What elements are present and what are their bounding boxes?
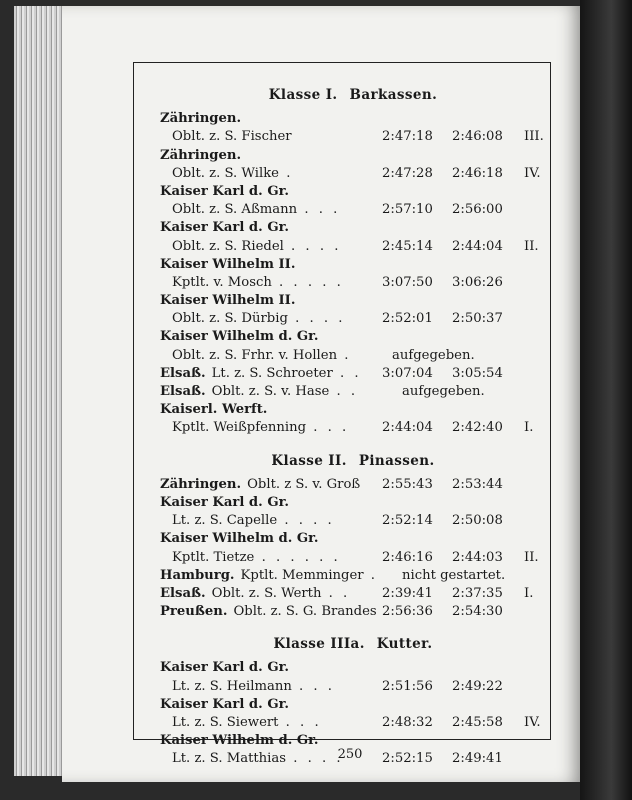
leader-dots: . . .	[297, 202, 341, 218]
leader-dots: . . . .	[277, 513, 335, 529]
ship-name: Zähringen.	[160, 111, 242, 127]
section-boat-type: Kutter.	[376, 636, 433, 653]
corrected-time: 3:05:54	[452, 365, 503, 381]
officer-name: Oblt. z. S. Frhr. v. Hollen	[172, 347, 338, 363]
officer-name: Kptlt. v. Mosch	[172, 274, 272, 290]
result-entry	[160, 401, 546, 437]
ship-name: Elsaß.	[160, 585, 206, 601]
corrected-time: 2:44:04	[452, 238, 503, 254]
entry-officer-line	[160, 549, 546, 567]
leader-dots: . . .	[306, 420, 350, 436]
officer-name: Oblt. z. S. Riedel	[172, 238, 284, 254]
ship-name: Preußen.	[160, 604, 228, 620]
section-klasse: Klasse IIIa.	[273, 636, 365, 653]
result-entry	[160, 494, 546, 530]
leader-dots: . . .	[291, 678, 335, 694]
elapsed-time: 3:07:04	[382, 365, 433, 381]
leader-dots: . .	[321, 585, 351, 601]
section-klasse: Klasse I.	[268, 87, 338, 103]
corrected-time: 2:54:30	[452, 604, 503, 620]
entry-ship-line	[160, 147, 546, 165]
result-entry	[160, 567, 546, 585]
elapsed-time: 2:45:14	[382, 238, 433, 254]
ship-name: Elsaß.	[160, 384, 206, 400]
officer-name: Oblt. z. S. Werth	[211, 585, 322, 601]
ship-name: Zähringen.	[160, 147, 242, 163]
section-gap	[160, 438, 546, 448]
corrected-time: 2:46:18	[452, 165, 503, 181]
ship-name: Kaiser Karl d. Gr.	[160, 660, 289, 676]
result-entry	[160, 603, 546, 621]
entry-officer-line	[160, 714, 546, 732]
leader-dots: . . . . .	[271, 274, 344, 290]
section-heading	[160, 452, 546, 470]
result-entry	[160, 256, 546, 292]
elapsed-time: 3:07:50	[382, 274, 433, 290]
result-entry	[160, 110, 546, 146]
entry-ship-line	[160, 494, 546, 512]
entry-officer-line	[160, 165, 546, 183]
entry-officer-line	[160, 310, 546, 328]
entry-ship-line	[160, 696, 546, 714]
entry-line	[160, 365, 546, 383]
ship-name: Zähringen.	[160, 476, 242, 492]
ship-name: Kaiser Wilhelm II.	[160, 293, 296, 309]
result-entry	[160, 147, 546, 183]
corrected-time: 2:37:35	[452, 585, 503, 601]
corrected-time: 2:50:37	[452, 311, 503, 327]
elapsed-time: 2:47:18	[382, 129, 433, 145]
entry-officer-line	[160, 274, 546, 292]
elapsed-time: 2:47:28	[382, 165, 433, 181]
ship-name: Kaiser Wilhelm d. Gr.	[160, 329, 319, 345]
entry-ship-line	[160, 292, 546, 310]
section-boat-type: Pinassen.	[358, 452, 435, 469]
leader-dots: . .	[332, 365, 362, 381]
result-entry	[160, 530, 546, 566]
entry-line	[160, 383, 546, 401]
status-note: aufgegeben.	[392, 347, 475, 363]
corrected-time: 2:53:44	[452, 476, 503, 492]
placing: I.	[524, 420, 534, 436]
officer-name: Kptlt. Tietze	[172, 549, 255, 565]
status-note: aufgegeben.	[402, 384, 485, 400]
corrected-time: 2:45:58	[452, 715, 503, 731]
leader-dots: . . . .	[283, 238, 342, 254]
elapsed-time: 2:56:36	[382, 604, 433, 620]
corrected-time: 2:49:22	[452, 678, 503, 694]
officer-name: Lt. z. S. Capelle	[172, 513, 278, 529]
leader-dots: . . . .	[286, 751, 344, 767]
section-boat-type: Barkassen.	[349, 87, 438, 103]
result-entry	[160, 292, 546, 328]
page-number: 250	[337, 747, 363, 762]
entry-line	[160, 567, 546, 585]
entry-ship-line	[160, 530, 546, 548]
corrected-time: 2:56:00	[452, 202, 503, 218]
result-entry	[160, 328, 546, 364]
leader-dots: . .	[329, 384, 359, 400]
officer-name: Lt. z. S. Matthias	[172, 751, 287, 767]
officer-name: Kptlt. Weißpfenning	[172, 420, 307, 436]
entry-officer-line	[160, 347, 546, 365]
corrected-time: 2:46:08	[452, 129, 503, 145]
result-entry	[160, 219, 546, 255]
officer-name: Lt. z. S. Schroeter	[211, 365, 333, 381]
entry-ship-line	[160, 328, 546, 346]
result-entry	[160, 476, 546, 494]
leader-dots: .	[279, 165, 294, 181]
placing: IV.	[524, 715, 541, 731]
entry-ship-line	[160, 256, 546, 274]
officer-name: Oblt. z. S. Aßmann	[172, 202, 298, 218]
result-entry	[160, 659, 546, 695]
corrected-time: 2:50:08	[452, 513, 503, 529]
entry-ship-line	[160, 401, 546, 419]
entry-officer-line	[160, 128, 546, 146]
elapsed-time: 2:55:43	[382, 476, 433, 492]
ship-name: Kaiser Karl d. Gr.	[160, 183, 289, 199]
elapsed-time: 2:44:04	[382, 420, 433, 436]
elapsed-time: 2:51:56	[382, 678, 433, 694]
entry-officer-line	[160, 419, 546, 437]
book-spine	[580, 0, 632, 800]
elapsed-time: 2:52:01	[382, 311, 433, 327]
leader-dots: .	[337, 347, 352, 363]
elapsed-time: 2:39:41	[382, 585, 433, 601]
ship-name: Kaiser Wilhelm d. Gr.	[160, 733, 319, 749]
elapsed-time: 2:46:16	[382, 549, 433, 565]
section-klasse: Klasse II.	[271, 452, 347, 469]
section-heading	[160, 635, 546, 653]
ship-name: Kaiserl. Werft.	[160, 402, 268, 418]
entry-ship-line	[160, 110, 546, 128]
elapsed-time: 2:52:15	[382, 751, 433, 767]
elapsed-time: 2:48:32	[382, 715, 433, 731]
ship-name: Elsaß.	[160, 365, 206, 381]
ship-name: Kaiser Karl d. Gr.	[160, 696, 289, 712]
elapsed-time: 2:52:14	[382, 513, 433, 529]
placing: III.	[524, 129, 544, 145]
entry-line	[160, 603, 546, 621]
status-note: nicht gestartet.	[402, 567, 506, 583]
entry-ship-line	[160, 659, 546, 677]
entry-officer-line	[160, 238, 546, 256]
corrected-time: 3:06:26	[452, 274, 503, 290]
entry-officer-line	[160, 201, 546, 219]
results-table	[160, 82, 546, 769]
result-entry	[160, 696, 546, 732]
ship-name: Kaiser Karl d. Gr.	[160, 494, 289, 510]
ship-name: Kaiser Wilhelm d. Gr.	[160, 531, 319, 547]
result-entry	[160, 365, 546, 383]
result-entry	[160, 383, 546, 401]
ship-name: Kaiser Wilhelm II.	[160, 256, 296, 272]
leader-dots: . . .	[278, 715, 322, 731]
leader-dots: .	[363, 567, 378, 583]
officer-name: Oblt. z. S. Wilke	[172, 165, 279, 181]
corrected-time: 2:49:41	[452, 751, 503, 767]
officer-name: Oblt. z. S. Fischer	[172, 129, 292, 145]
entry-officer-line	[160, 512, 546, 530]
elapsed-time: 2:57:10	[382, 202, 433, 218]
placing: I.	[524, 585, 534, 601]
corrected-time: 2:44:03	[452, 549, 503, 565]
result-entry	[160, 183, 546, 219]
result-entry	[160, 585, 546, 603]
officer-name: Oblt. z. S. v. Hase	[211, 384, 330, 400]
officer-name: Kptlt. Memminger	[240, 567, 364, 583]
officer-name: Oblt. z. S. G. Brandes	[233, 604, 377, 620]
placing: II.	[524, 238, 539, 254]
officer-name: Oblt. z. S. Dürbig	[172, 311, 288, 327]
officer-name: Oblt. z S. v. Groß	[247, 476, 361, 492]
corrected-time: 2:42:40	[452, 420, 503, 436]
entry-ship-line	[160, 219, 546, 237]
entry-line	[160, 476, 546, 494]
officer-name: Lt. z. S. Siewert	[172, 715, 279, 731]
entry-officer-line	[160, 678, 546, 696]
entry-line	[160, 585, 546, 603]
ship-name: Kaiser Karl d. Gr.	[160, 220, 289, 236]
leader-dots: . . . . . .	[254, 549, 341, 565]
placing: IV.	[524, 165, 541, 181]
entry-ship-line	[160, 183, 546, 201]
leader-dots: . . . .	[287, 311, 346, 327]
ship-name: Hamburg.	[160, 567, 235, 583]
section-heading	[160, 86, 546, 104]
section-gap	[160, 621, 546, 631]
officer-name: Lt. z. S. Heilmann	[172, 678, 292, 694]
placing: II.	[524, 549, 539, 565]
